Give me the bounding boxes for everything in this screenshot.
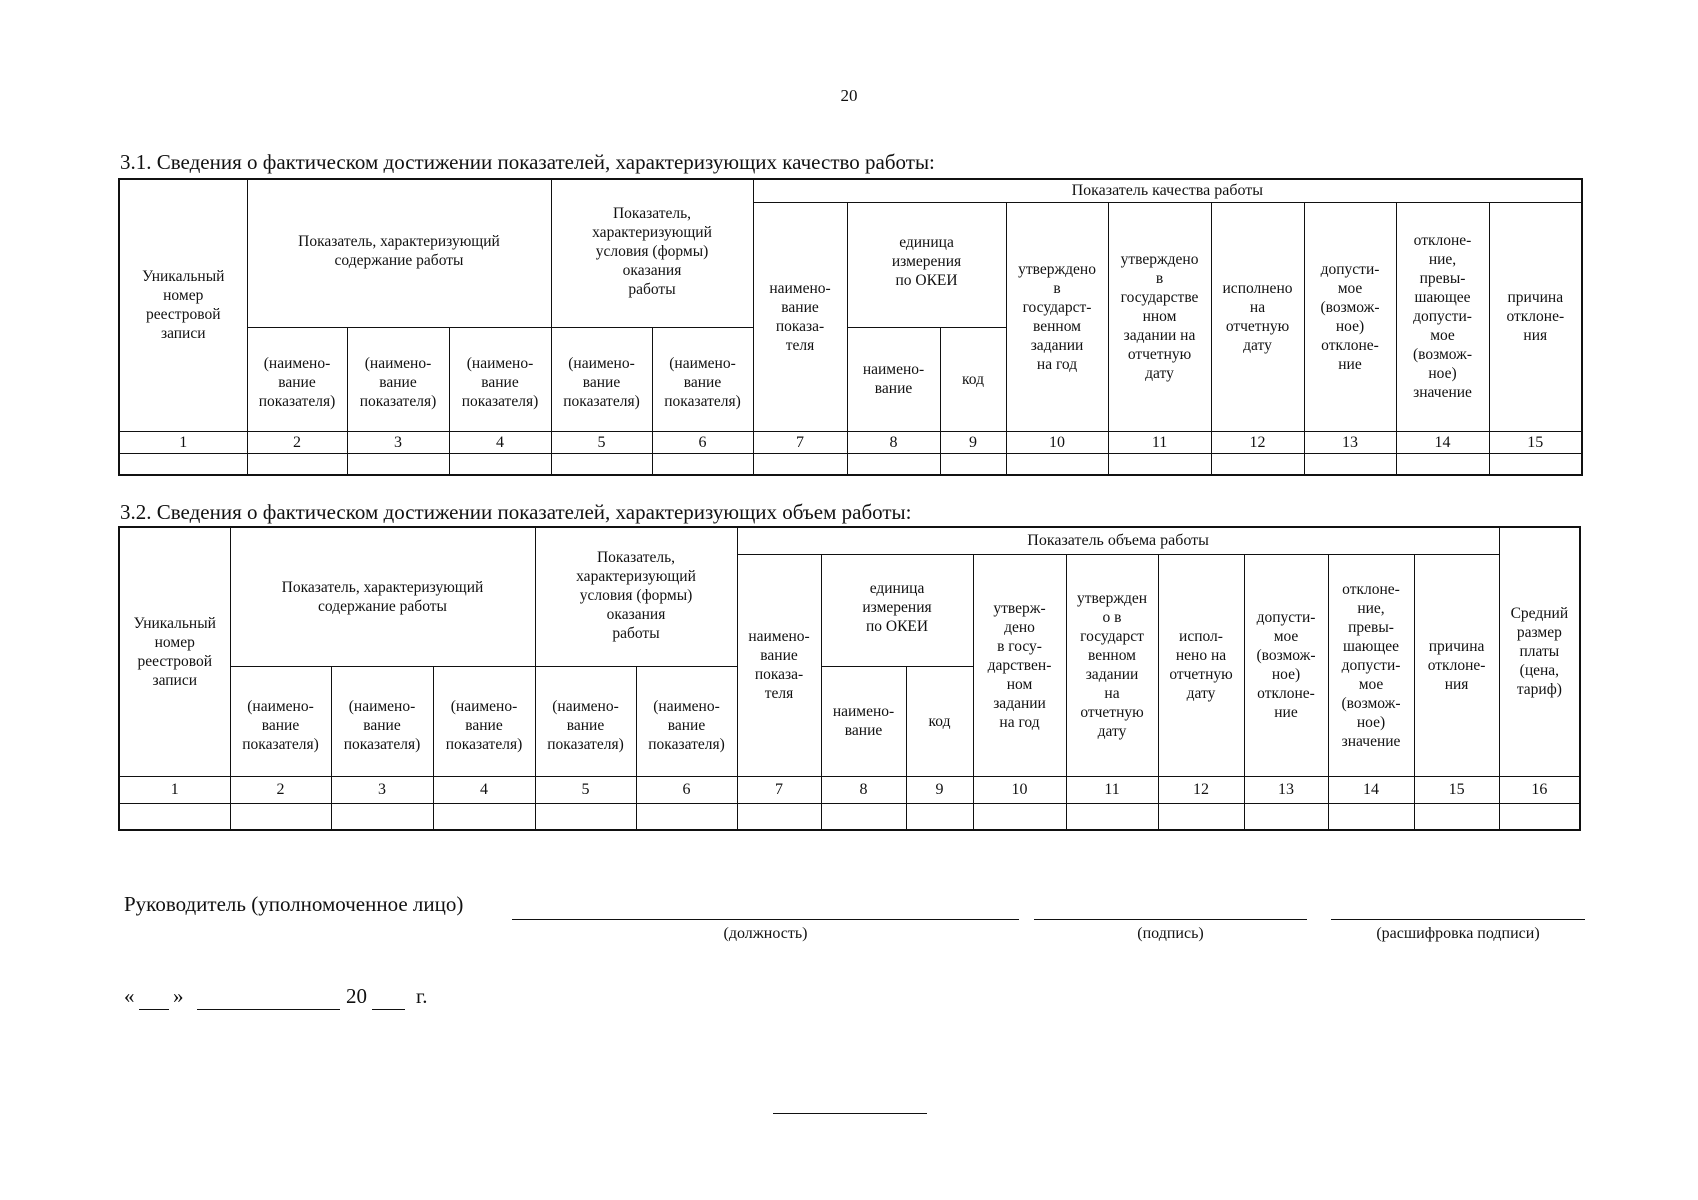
empty-cell[interactable] — [1328, 803, 1414, 830]
col-exceeding-deviation: отклоне- ние, превы- шающее допусти- мое (возмож- ное) значение — [1328, 554, 1414, 776]
empty-cell[interactable] — [1108, 453, 1211, 475]
empty-cell[interactable] — [737, 803, 821, 830]
column-number: 16 — [1499, 776, 1580, 803]
col-conditions-indicator: Показатель, характеризующий условия (формы) оказания работы — [535, 527, 737, 666]
signatory-label: Руководитель (уполномоченное лицо) — [124, 892, 464, 916]
column-number: 8 — [847, 431, 940, 453]
col-unique-number: Уникальный номер реестровой записи — [119, 527, 230, 776]
empty-cell[interactable] — [1489, 453, 1582, 475]
col-indicator-name: наимено- вание показа- теля — [737, 554, 821, 776]
position-caption: (должность) — [723, 925, 808, 942]
column-number: 2 — [230, 776, 331, 803]
section-1-title: 3.1. Сведения о фактическом достижении показателей, характеризующих качество работы: — [120, 150, 935, 174]
empty-cell[interactable] — [347, 453, 449, 475]
col-exceeding-deviation: отклоне- ние, превы- шающее допусти- мое (возмож- ное) значение — [1396, 202, 1489, 431]
column-number: 9 — [940, 431, 1006, 453]
section-2-title: 3.2. Сведения о фактическом достижении показателей, характеризующих объем работы: — [120, 500, 912, 524]
sub-indicator-name: (наимено- вание показателя) — [551, 327, 652, 431]
position-line[interactable] — [512, 919, 1019, 920]
empty-cell[interactable] — [1396, 453, 1489, 475]
quality-indicators-table — [118, 178, 1583, 476]
col-unit-code: код — [906, 666, 973, 776]
signature-caption: (подпись) — [1137, 925, 1204, 942]
group-header-volume: Показатель объема работы — [737, 527, 1499, 554]
col-unit-okei: единица измерения по ОКЕИ — [847, 202, 1006, 327]
column-number: 12 — [1211, 431, 1304, 453]
empty-cell[interactable] — [119, 803, 230, 830]
column-number: 3 — [347, 431, 449, 453]
empty-cell[interactable] — [1211, 453, 1304, 475]
column-number: 3 — [331, 776, 433, 803]
col-unit-code: код — [940, 327, 1006, 431]
empty-cell[interactable] — [652, 453, 753, 475]
empty-cell[interactable] — [906, 803, 973, 830]
column-number: 12 — [1158, 776, 1244, 803]
signature-line[interactable] — [1034, 919, 1307, 920]
empty-cell[interactable] — [551, 453, 652, 475]
column-number: 11 — [1108, 431, 1211, 453]
empty-cell[interactable] — [1158, 803, 1244, 830]
sub-indicator-name: (наимено- вание показателя) — [652, 327, 753, 431]
empty-cell[interactable] — [1006, 453, 1108, 475]
sub-indicator-name: (наимено- вание показателя) — [449, 327, 551, 431]
column-number: 14 — [1396, 431, 1489, 453]
column-number: 6 — [636, 776, 737, 803]
empty-cell[interactable] — [821, 803, 906, 830]
empty-cell[interactable] — [973, 803, 1066, 830]
sub-indicator-name: (наимено- вание показателя) — [636, 666, 737, 776]
column-number: 1 — [119, 431, 247, 453]
table-row — [119, 803, 1580, 830]
empty-cell[interactable] — [247, 453, 347, 475]
col-deviation-reason: причина отклоне- ния — [1489, 202, 1582, 431]
column-number: 10 — [973, 776, 1066, 803]
empty-cell[interactable] — [1244, 803, 1328, 830]
column-number: 13 — [1244, 776, 1328, 803]
empty-cell[interactable] — [1499, 803, 1580, 830]
sub-indicator-name: (наимено- вание показателя) — [347, 327, 449, 431]
col-approved-date: утвержден о в государст венном задании на отчетную дату — [1066, 554, 1158, 776]
date-year-line[interactable] — [372, 1009, 405, 1010]
column-number: 5 — [535, 776, 636, 803]
column-number: 14 — [1328, 776, 1414, 803]
group-header-quality: Показатель качества работы — [753, 179, 1582, 202]
column-number: 11 — [1066, 776, 1158, 803]
col-unit-okei: единица измерения по ОКЕИ — [821, 554, 973, 666]
empty-cell[interactable] — [1066, 803, 1158, 830]
date-year-suffix: г. — [416, 984, 428, 1008]
column-number: 1 — [119, 776, 230, 803]
sub-indicator-name: (наимено- вание показателя) — [230, 666, 331, 776]
col-content-indicator: Показатель, характеризующий содержание работы — [247, 179, 551, 327]
column-number: 15 — [1414, 776, 1499, 803]
column-number: 5 — [551, 431, 652, 453]
col-done: исполнено на отчетную дату — [1211, 202, 1304, 431]
sub-indicator-name: (наимено- вание показателя) — [433, 666, 535, 776]
sub-indicator-name: (наимено- вание показателя) — [247, 327, 347, 431]
col-indicator-name: наимено- вание показа- теля — [753, 202, 847, 431]
sub-indicator-name: (наимено- вание показателя) — [331, 666, 433, 776]
date-year-prefix: 20 — [346, 984, 367, 1008]
empty-cell[interactable] — [433, 803, 535, 830]
empty-cell[interactable] — [230, 803, 331, 830]
empty-cell[interactable] — [535, 803, 636, 830]
column-number: 2 — [247, 431, 347, 453]
empty-cell[interactable] — [1414, 803, 1499, 830]
col-average-fee: Средний размер платы (цена, тариф) — [1499, 527, 1580, 776]
empty-cell[interactable] — [753, 453, 847, 475]
footer-rule — [773, 1113, 927, 1114]
column-number: 15 — [1489, 431, 1582, 453]
date-day-line[interactable] — [139, 1009, 169, 1010]
column-number: 10 — [1006, 431, 1108, 453]
empty-cell[interactable] — [847, 453, 940, 475]
col-done: испол- нено на отчетную дату — [1158, 554, 1244, 776]
col-content-indicator: Показатель, характеризующий содержание работы — [230, 527, 535, 666]
empty-cell[interactable] — [119, 453, 247, 475]
col-approved-year: утверж- дено в госу- дарствен- ном задании на год — [973, 554, 1066, 776]
col-unit-name: наимено- вание — [847, 327, 940, 431]
empty-cell[interactable] — [1304, 453, 1396, 475]
column-number: 13 — [1304, 431, 1396, 453]
empty-cell[interactable] — [331, 803, 433, 830]
empty-cell[interactable] — [449, 453, 551, 475]
empty-cell[interactable] — [940, 453, 1006, 475]
date-open-quote: « — [124, 984, 135, 1008]
column-number: 9 — [906, 776, 973, 803]
column-number: 7 — [737, 776, 821, 803]
column-number: 8 — [821, 776, 906, 803]
col-allowed-deviation: допусти- мое (возмож- ное) отклоне- ние — [1304, 202, 1396, 431]
column-number: 4 — [449, 431, 551, 453]
column-number: 4 — [433, 776, 535, 803]
sub-indicator-name: (наимено- вание показателя) — [535, 666, 636, 776]
col-deviation-reason: причина отклоне- ния — [1414, 554, 1499, 776]
page-number: 20 — [840, 86, 858, 105]
empty-cell[interactable] — [636, 803, 737, 830]
volume-indicators-table — [118, 526, 1581, 831]
col-unit-name: наимено- вание — [821, 666, 906, 776]
decode-line[interactable] — [1331, 919, 1585, 920]
decode-caption: (расшифровка подписи) — [1376, 925, 1540, 942]
col-allowed-deviation: допусти- мое (возмож- ное) отклоне- ние — [1244, 554, 1328, 776]
date-close-quote: » — [173, 984, 184, 1008]
col-unique-number: Уникальный номер реестровой записи — [119, 179, 247, 431]
date-month-line[interactable] — [197, 1009, 340, 1010]
column-number: 6 — [652, 431, 753, 453]
column-number: 7 — [753, 431, 847, 453]
table-row — [119, 453, 1582, 475]
col-conditions-indicator: Показатель, характеризующий условия (формы) оказания работы — [551, 179, 753, 327]
col-approved-date: утверждено в государстве нном задании на отчетную дату — [1108, 202, 1211, 431]
col-approved-year: утверждено в государст- венном задании на год — [1006, 202, 1108, 431]
